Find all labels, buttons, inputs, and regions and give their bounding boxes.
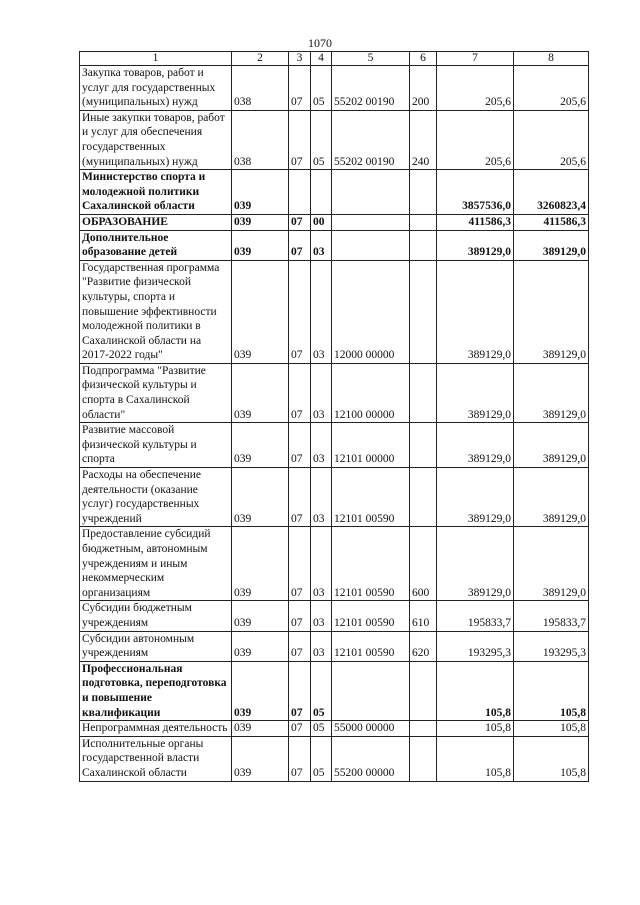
section-code-cell [289,170,311,215]
row-name-cell: Развитие массовой физической культуры и спорта [80,423,232,468]
amount-col7-cell: 389129,0 [437,468,514,527]
ministry-code-cell: 039 [232,601,289,631]
target-article-cell: 12000 00000 [332,260,410,363]
expense-type-cell: 240 [410,110,437,169]
subsection-code-cell: 05 [311,66,332,111]
target-article-cell: 12101 00000 [332,423,410,468]
target-article-cell: 12101 00590 [332,468,410,527]
row-name-cell: Подпрограмма "Развитие физической культуры и спорта в Сахалинской области" [80,363,232,422]
amount-col7-cell: 105,8 [437,736,514,781]
section-code-cell: 07 [289,736,311,781]
row-name-cell: Государственная программа "Развитие физической культуры, спорта и повышение эффективности молодежной политики в Сахалинской области на 2017-2022 годы" [80,260,232,363]
row-name-cell: Исполнительные органы государственной власти Сахалинской области [80,736,232,781]
section-code-cell: 07 [289,527,311,601]
amount-col7-cell: 389129,0 [437,363,514,422]
amount-col7-cell: 389129,0 [437,423,514,468]
ministry-code-cell: 038 [232,110,289,169]
ministry-code-cell: 039 [232,170,289,215]
subsection-code-cell: 03 [311,601,332,631]
column-header: 7 [437,52,514,66]
subsection-code-cell: 03 [311,527,332,601]
target-article-cell [332,170,410,215]
header-row [80,52,589,66]
table-row [80,601,589,631]
ministry-code-cell: 039 [232,214,289,230]
ministry-code-cell: 039 [232,260,289,363]
amount-col8-cell: 205,6 [514,110,589,169]
table-row [80,736,589,781]
amount-col7-cell: 205,6 [437,110,514,169]
amount-col8-cell: 389129,0 [514,363,589,422]
row-name-cell: Иные закупки товаров, работ и услуг для обеспечения государственных (муниципальных) нужд [80,110,232,169]
section-code-cell: 07 [289,721,311,737]
expense-type-cell [410,170,437,215]
expense-type-cell [410,468,437,527]
row-name-cell: Профессиональная подготовка, переподготовка и повышение квалификации [80,661,232,720]
subsection-code-cell: 03 [311,363,332,422]
table-row [80,661,589,720]
column-header: 4 [311,52,332,66]
amount-col8-cell: 389129,0 [514,260,589,363]
subsection-code-cell [311,170,332,215]
table-row [80,468,589,527]
ministry-code-cell: 039 [232,527,289,601]
expense-type-cell: 610 [410,601,437,631]
target-article-cell: 55200 00000 [332,736,410,781]
target-article-cell [332,661,410,720]
amount-col7-cell: 205,6 [437,66,514,111]
expense-type-cell [410,230,437,260]
ministry-code-cell: 039 [232,468,289,527]
section-code-cell: 07 [289,66,311,111]
table-row [80,110,589,169]
subsection-code-cell: 05 [311,110,332,169]
row-name-cell: ОБРАЗОВАНИЕ [80,214,232,230]
amount-col8-cell: 389129,0 [514,527,589,601]
row-name-cell: Субсидии бюджетным учреждениям [80,601,232,631]
expense-type-cell [410,721,437,737]
target-article-cell: 55202 00190 [332,110,410,169]
expense-type-cell [410,736,437,781]
section-code-cell: 07 [289,468,311,527]
section-code-cell: 07 [289,110,311,169]
expense-type-cell [410,661,437,720]
amount-col8-cell: 105,8 [514,661,589,720]
column-header: 1 [80,52,232,66]
amount-col7-cell: 193295,3 [437,631,514,661]
row-name-cell: Предоставление субсидий бюджетным, автономным учреждениям и иным некоммерческим организациям [80,527,232,601]
ministry-code-cell: 039 [232,721,289,737]
target-article-cell [332,214,410,230]
section-code-cell: 07 [289,214,311,230]
table-row [80,631,589,661]
row-name-cell: Закупка товаров, работ и услуг для государственных (муниципальных) нужд [80,66,232,111]
table-row [80,214,589,230]
amount-col8-cell: 105,8 [514,736,589,781]
table-row [80,260,589,363]
column-header: 2 [232,52,289,66]
section-code-cell: 07 [289,230,311,260]
amount-col8-cell: 193295,3 [514,631,589,661]
amount-col7-cell: 389129,0 [437,527,514,601]
table-row [80,423,589,468]
column-header: 6 [410,52,437,66]
table-row [80,721,589,737]
amount-col8-cell: 411586,3 [514,214,589,230]
amount-col8-cell: 105,8 [514,721,589,737]
amount-col7-cell: 411586,3 [437,214,514,230]
ministry-code-cell: 039 [232,631,289,661]
subsection-code-cell: 03 [311,230,332,260]
row-name-cell: Министерство спорта и молодежной политики Сахалинской области [80,170,232,215]
page-number: 1070 [308,36,332,50]
ministry-code-cell: 038 [232,66,289,111]
column-header: 8 [514,52,589,66]
expense-type-cell [410,260,437,363]
row-name-cell: Субсидии автономным учреждениям [80,631,232,661]
amount-col8-cell: 389129,0 [514,423,589,468]
amount-col8-cell: 195833,7 [514,601,589,631]
amount-col8-cell: 389129,0 [514,230,589,260]
table-row [80,170,589,215]
ministry-code-cell: 039 [232,661,289,720]
amount-col8-cell: 389129,0 [514,468,589,527]
table-row [80,363,589,422]
section-code-cell: 07 [289,423,311,468]
section-code-cell: 07 [289,661,311,720]
target-article-cell: 12101 00590 [332,601,410,631]
section-code-cell: 07 [289,601,311,631]
section-code-cell: 07 [289,260,311,363]
amount-col7-cell: 389129,0 [437,260,514,363]
budget-table [79,51,589,782]
amount-col7-cell: 3857536,0 [437,170,514,215]
table-row [80,66,589,111]
expense-type-cell [410,423,437,468]
amount-col8-cell: 3260823,4 [514,170,589,215]
amount-col7-cell: 195833,7 [437,601,514,631]
target-article-cell: 12101 00590 [332,527,410,601]
expense-type-cell: 200 [410,66,437,111]
section-code-cell: 07 [289,363,311,422]
row-name-cell: Дополнительное образование детей [80,230,232,260]
table-row [80,527,589,601]
subsection-code-cell: 00 [311,214,332,230]
amount-col7-cell: 105,8 [437,721,514,737]
expense-type-cell [410,214,437,230]
ministry-code-cell: 039 [232,363,289,422]
amount-col7-cell: 105,8 [437,661,514,720]
subsection-code-cell: 05 [311,736,332,781]
expense-type-cell: 600 [410,527,437,601]
subsection-code-cell: 03 [311,631,332,661]
subsection-code-cell: 03 [311,423,332,468]
section-code-cell: 07 [289,631,311,661]
target-article-cell: 55000 00000 [332,721,410,737]
row-name-cell: Расходы на обеспечение деятельности (оказание услуг) государственных учреждений [80,468,232,527]
ministry-code-cell: 039 [232,423,289,468]
expense-type-cell [410,363,437,422]
table-body [80,66,589,782]
subsection-code-cell: 05 [311,721,332,737]
ministry-code-cell: 039 [232,230,289,260]
row-name-cell: Непрограммная деятельность [80,721,232,737]
column-header: 3 [289,52,311,66]
expense-type-cell: 620 [410,631,437,661]
subsection-code-cell: 03 [311,468,332,527]
amount-col8-cell: 205,6 [514,66,589,111]
ministry-code-cell: 039 [232,736,289,781]
column-header: 5 [332,52,410,66]
subsection-code-cell: 05 [311,661,332,720]
target-article-cell: 12101 00590 [332,631,410,661]
amount-col7-cell: 389129,0 [437,230,514,260]
target-article-cell: 12100 00000 [332,363,410,422]
target-article-cell [332,230,410,260]
target-article-cell: 55202 00190 [332,66,410,111]
subsection-code-cell: 03 [311,260,332,363]
table-row [80,230,589,260]
